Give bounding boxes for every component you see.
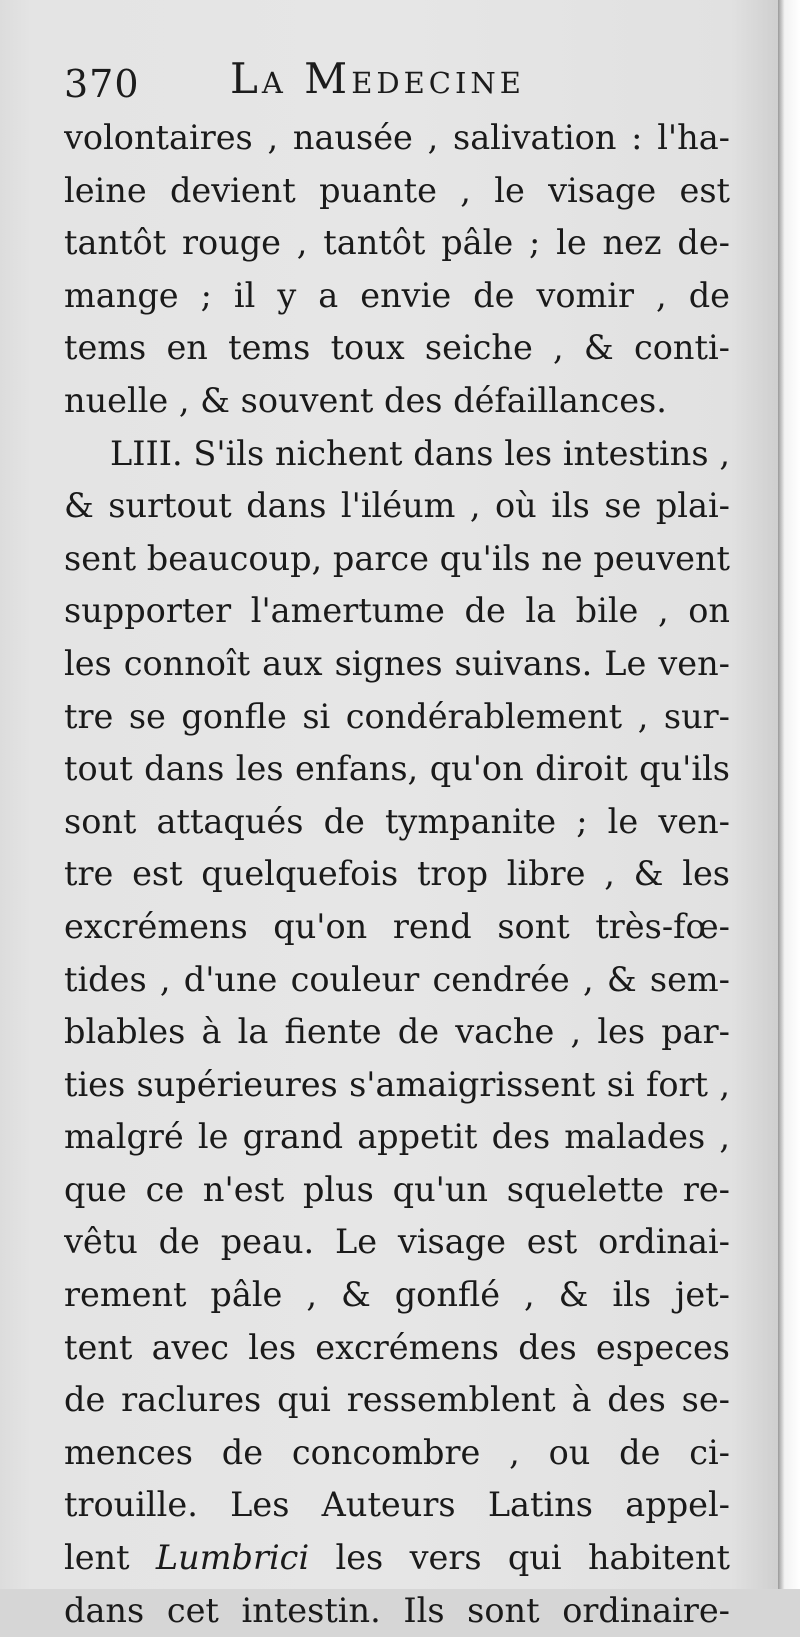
text-line: vêtu de peau. Le visage est ordinai- bbox=[64, 1222, 730, 1262]
text-line: tre se gonfle si condérablement , sur- bbox=[64, 696, 730, 736]
text-line: tout dans les enfans, qu'on diroit qu'ils bbox=[64, 749, 730, 789]
page-header bbox=[64, 52, 724, 112]
text-line: sent beaucoup, parce qu'ils ne peuvent bbox=[64, 538, 730, 578]
text-line: leine devient puante , le visage est bbox=[64, 170, 730, 210]
text-line: volontaires , nausée , salivation : l'ha- bbox=[64, 118, 730, 157]
running-title: La Medecine bbox=[230, 54, 525, 103]
text-line: tides , d'une couleur cendrée , & sem- bbox=[64, 959, 730, 999]
text-line: mange ; il y a envie de vomir , de bbox=[64, 275, 730, 315]
page-number: 370 bbox=[64, 62, 140, 106]
text-line: tent avec les excrémens des especes bbox=[64, 1327, 730, 1367]
text-line-with-italic bbox=[64, 1532, 730, 1585]
text-line: blables à la fiente de vache , les par- bbox=[64, 1012, 730, 1052]
body-text bbox=[64, 112, 730, 1637]
text-line: tems en tems toux seiche , & conti- bbox=[64, 328, 730, 368]
text-line: tre est quelquefois trop libre , & les bbox=[64, 854, 730, 894]
text-line: supporter l'amertume de la bile , on bbox=[64, 591, 730, 631]
text-line: trouille. Les Auteurs Latins appel- bbox=[64, 1485, 730, 1525]
text-line: malgré le grand appetit des malades , bbox=[64, 1117, 730, 1157]
text-line: tantôt rouge , tantôt pâle ; le nez de- bbox=[64, 223, 730, 263]
text-line: & surtout dans l'iléum , où ils se plai- bbox=[64, 486, 730, 526]
text-line: ties supérieures s'amaigrissent si fort , bbox=[64, 1064, 730, 1104]
text-line: dans cet intestin. Ils sont ordinaire- bbox=[64, 1590, 730, 1630]
text-line: nuelle , & souvent des défaillances. bbox=[64, 380, 667, 420]
text-fragment: lent bbox=[64, 1538, 130, 1578]
text-line: mences de concombre , ou de ci- bbox=[64, 1432, 730, 1472]
page-edge bbox=[778, 0, 800, 1589]
text-line: rement pâle , & gonflé , & ils jet- bbox=[64, 1275, 730, 1315]
text-line: sont attaqués de tympanite ; le ven- bbox=[64, 801, 730, 841]
italic-term: Lumbrici bbox=[155, 1538, 310, 1578]
text-line: de raclures qui ressemblent à des se- bbox=[64, 1380, 730, 1420]
text-line: excrémens qu'on rend sont très-fœ- bbox=[64, 906, 730, 946]
text-line: les connoît aux signes suivans. Le ven- bbox=[64, 643, 730, 683]
text-fragment: les vers qui habitent bbox=[335, 1538, 730, 1578]
text-line: que ce n'est plus qu'un squelette re- bbox=[64, 1169, 730, 1209]
paragraph-start-line: LIII. S'ils nichent dans les intestins , bbox=[110, 433, 730, 473]
